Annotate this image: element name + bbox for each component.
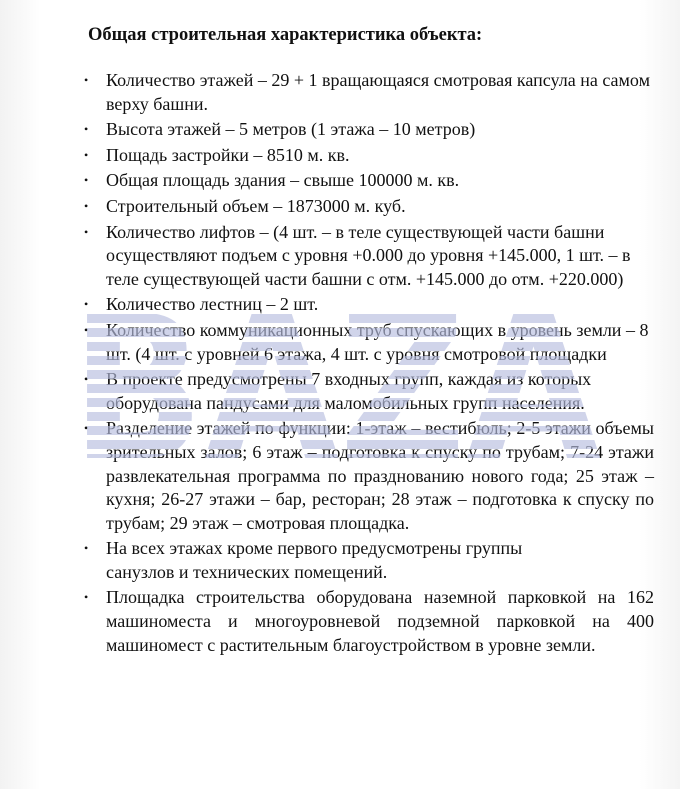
- list-item: [82, 537, 648, 584]
- bullet-icon: •: [84, 590, 89, 605]
- list-item-text: На всех этажах кроме первого предусмотрены группы санузлов и технических помещений.: [106, 538, 523, 582]
- watermark-text: BAZA: [71, 300, 601, 475]
- list-item-text: Высота этажей – 5 метров (1 этажа – 10 метров): [106, 119, 476, 140]
- list-item: [82, 169, 648, 193]
- list-item: [82, 221, 648, 292]
- bullet-icon: •: [84, 147, 89, 162]
- bullet-icon: •: [84, 421, 89, 436]
- list-item-text: Разделение этажей по функции: 1-этаж – вестибюль; 2-5 этажи объемы зрительных залов; 6 этаж – подготовка к спуску по трубам; 7-24 этажи развлекательная программа по празднованию нового года; 25 этаж – кухня; 26-27 этажи – бар, ресторан; 28 этаж – подготовка к спуску по трубам; 29 этаж – смотровая площадка.: [106, 418, 654, 533]
- list-item: [82, 586, 654, 657]
- list-item-text: Пощадь застройки – 8510 м. кв.: [106, 144, 350, 165]
- list-item-text: В проекте предусмотрены 7 входных групп, каждая из которых оборудована пандусами для маломобильных групп населения.: [106, 369, 592, 413]
- list-item: [82, 368, 648, 415]
- list-item: [82, 319, 648, 366]
- bullet-icon: •: [84, 322, 89, 337]
- bullet-icon: •: [84, 122, 89, 137]
- list-item-text: Площадка строительства оборудована наземной парковкой на 162 машиноместа и многоуровневой подземной парковкой на 400 машиномест с растительным благоустройством в уровне земли.: [106, 587, 654, 655]
- list-item-text: Количество этажей – 29 + 1 вращающаяся смотровая капсула на самом верху башни.: [106, 70, 650, 114]
- list-item: [82, 144, 648, 168]
- characteristics-list: [82, 69, 654, 657]
- list-item-text: Количество лифтов – (4 шт. – в теле существующей части башни осуществляют подъем с уровня +0.000 до уровня +145.000, 1 шт. – в теле существующей части башни с отм. +145.000 до отм. +220.000): [106, 221, 631, 289]
- list-item-text: Строительный объем – 1873000 м. куб.: [106, 195, 406, 216]
- bullet-icon: •: [84, 173, 89, 188]
- bullet-icon: •: [84, 297, 89, 312]
- document-title: Общая строительная характеристика объекта:: [88, 25, 483, 45]
- list-item: [82, 293, 648, 317]
- list-item-text: Количество лестниц – 2 шт.: [106, 294, 319, 315]
- list-item: [82, 195, 648, 219]
- list-item-text: Общая площадь здания – свыше 100000 м. кв.: [106, 170, 460, 191]
- bullet-icon: •: [84, 198, 89, 213]
- list-item: [82, 69, 648, 116]
- list-item-text: Количество коммуникационных труб спускающих в уровень земли – 8 шт. (4 шт. с уровней 6 этажа, 4 шт. с уровня смотровой площадки: [106, 319, 649, 364]
- bullet-icon: •: [84, 224, 89, 239]
- list-item: [82, 118, 648, 142]
- list-item: [82, 417, 654, 535]
- bullet-icon: •: [84, 372, 89, 387]
- bullet-icon: •: [84, 73, 89, 87]
- bullet-icon: •: [84, 541, 89, 556]
